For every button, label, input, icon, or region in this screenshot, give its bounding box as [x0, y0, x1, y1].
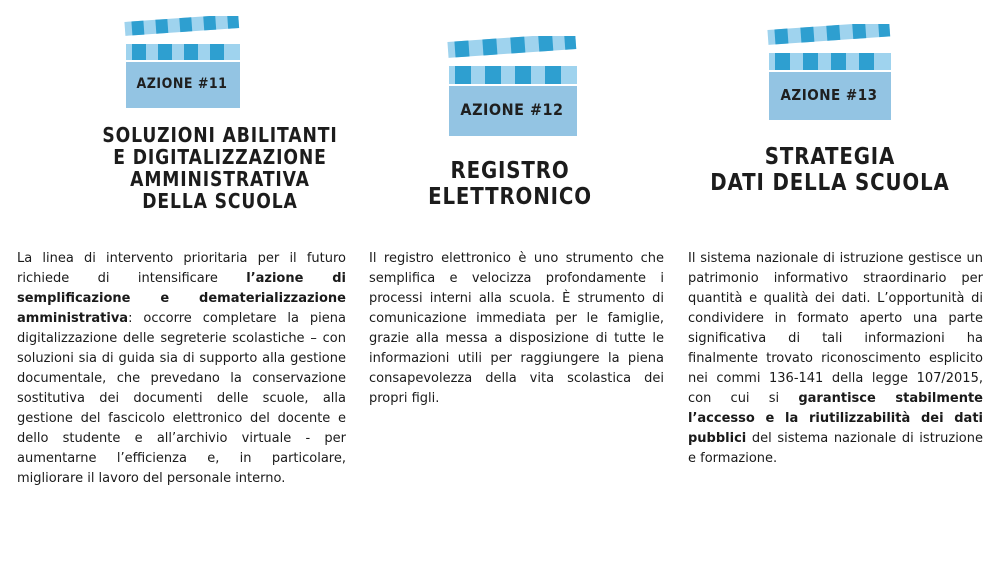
action-label: AZIONE #12 [460, 100, 564, 119]
action-title: SOLUZIONI ABILITANTI E DIGITALIZZAZIONE AMMINISTRATIVA DELLA SCUOLA [102, 123, 338, 213]
clapperboard-icon-azione-12 [447, 36, 577, 136]
action-description: Il sistema nazionale di istruzione gestisce un patrimonio informativo straordinario per quantità e qualità dei dati. L’opportunità di condividere in formato aperto una parte significativa di tali informazioni ha finalmente trovato riconoscimento esplicito nei commi 136-141 della legge 107/2015, con cui si garantisce stabilmente l’accesso e la riutilizzabilità dei dati pubblici del sistema nazionale di istruzione e formazione. [688, 251, 983, 466]
action-description: La linea di intervento prioritaria per il futuro richiede di intensificare l’azione di semplificazione e dematerializzazione amministrativa: occorre completare la piena digitalizzazione delle segreterie scolastiche – con soluzioni sia di guida sia di supporto alla gestione documentale, che prevedano la conservazione sostitutiva dei documenti delle scuole, alla gestione del fascicolo elettronico del docente e dello studente e all’archivio virtuale - per aumentarne l’efficienza e, in particolare, migliorare il lavoro del personale interno. [17, 251, 346, 486]
action-label: AZIONE #11 [136, 76, 228, 92]
action-title: STRATEGIA DATI DELLA SCUOLA [710, 144, 950, 196]
clapperboard-icon-azione-11 [124, 16, 240, 108]
action-title: REGISTRO ELETTRONICO [428, 158, 592, 210]
action-label: AZIONE #13 [780, 86, 878, 104]
clapperboard-icon-azione-13 [767, 24, 891, 120]
action-description: Il registro elettronico è uno strumento che semplifica e velocizza profondamente i processi interni alla scuola. È strumento di comunicazione immediata per le famiglie, grazie alla messa a disposizione di tutte le informazioni utili per raggiungere la piena consapevolezza della vita scolastica dei propri figli. [369, 251, 664, 406]
